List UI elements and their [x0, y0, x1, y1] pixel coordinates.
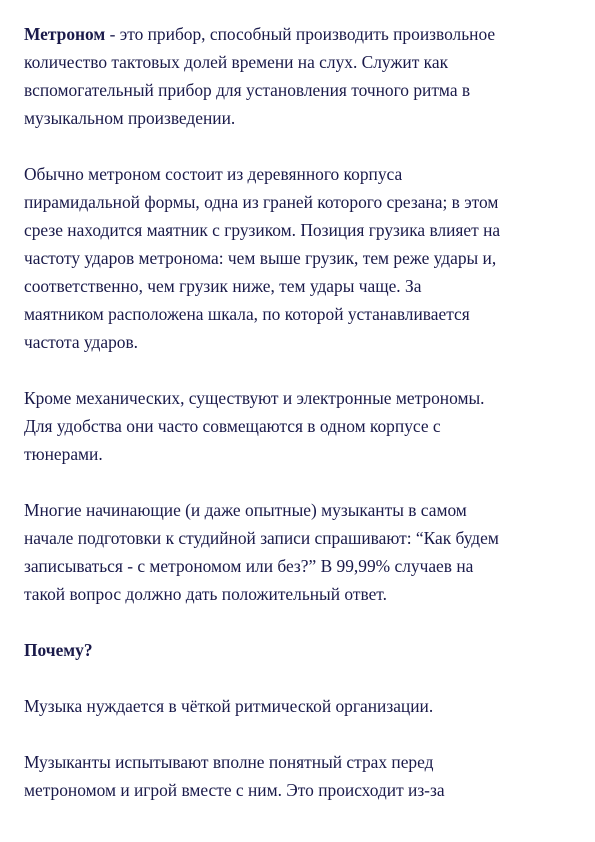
paragraph-construction: Обычно метроном состоит из деревянного корпуса пирамидальной формы, одна из граней которого срезана; в этом срезе находится маятник с грузиком. Позиция грузика влияет на частоту ударов метронома: чем выше грузик, тем реже удары и, соответственно, чем грузик ниже, тем удары чаще. За маятником расположена шкала, по которой устанавливается частота ударов. [24, 164, 501, 352]
heading-why: Почему? [24, 640, 93, 660]
paragraph-rhythm: Музыка нуждается в чёткой ритмической организации. [24, 696, 434, 716]
paragraph-fear: Музыканты испытывают вполне понятный страх перед метрономом и игрой вместе с ним. Это происходит из-за [24, 752, 445, 800]
definition-text: - это прибор, способный производить произвольное количество тактовых долей времени на слух. Служит как вспомогательный прибор для установления точного ритма в музыкальном произведении. [24, 24, 496, 128]
term-metronome: Метроном [24, 24, 106, 44]
paragraph-electronic: Кроме механических, существуют и электронные метрономы. Для удобства они часто совмещаются в одном корпусе с тюнерами. [24, 388, 485, 464]
document-page [24, 20, 584, 804]
section-heading [24, 636, 584, 664]
paragraph-musicians-question: Многие начинающие (и даже опытные) музыканты в самом начале подготовки к студийной записи спрашивают: “Как будем записываться - с метрономом или без?” В 99,99% случаев на такой вопрос должно дать положительный ответ. [24, 500, 499, 604]
paragraph-definition [24, 20, 584, 132]
